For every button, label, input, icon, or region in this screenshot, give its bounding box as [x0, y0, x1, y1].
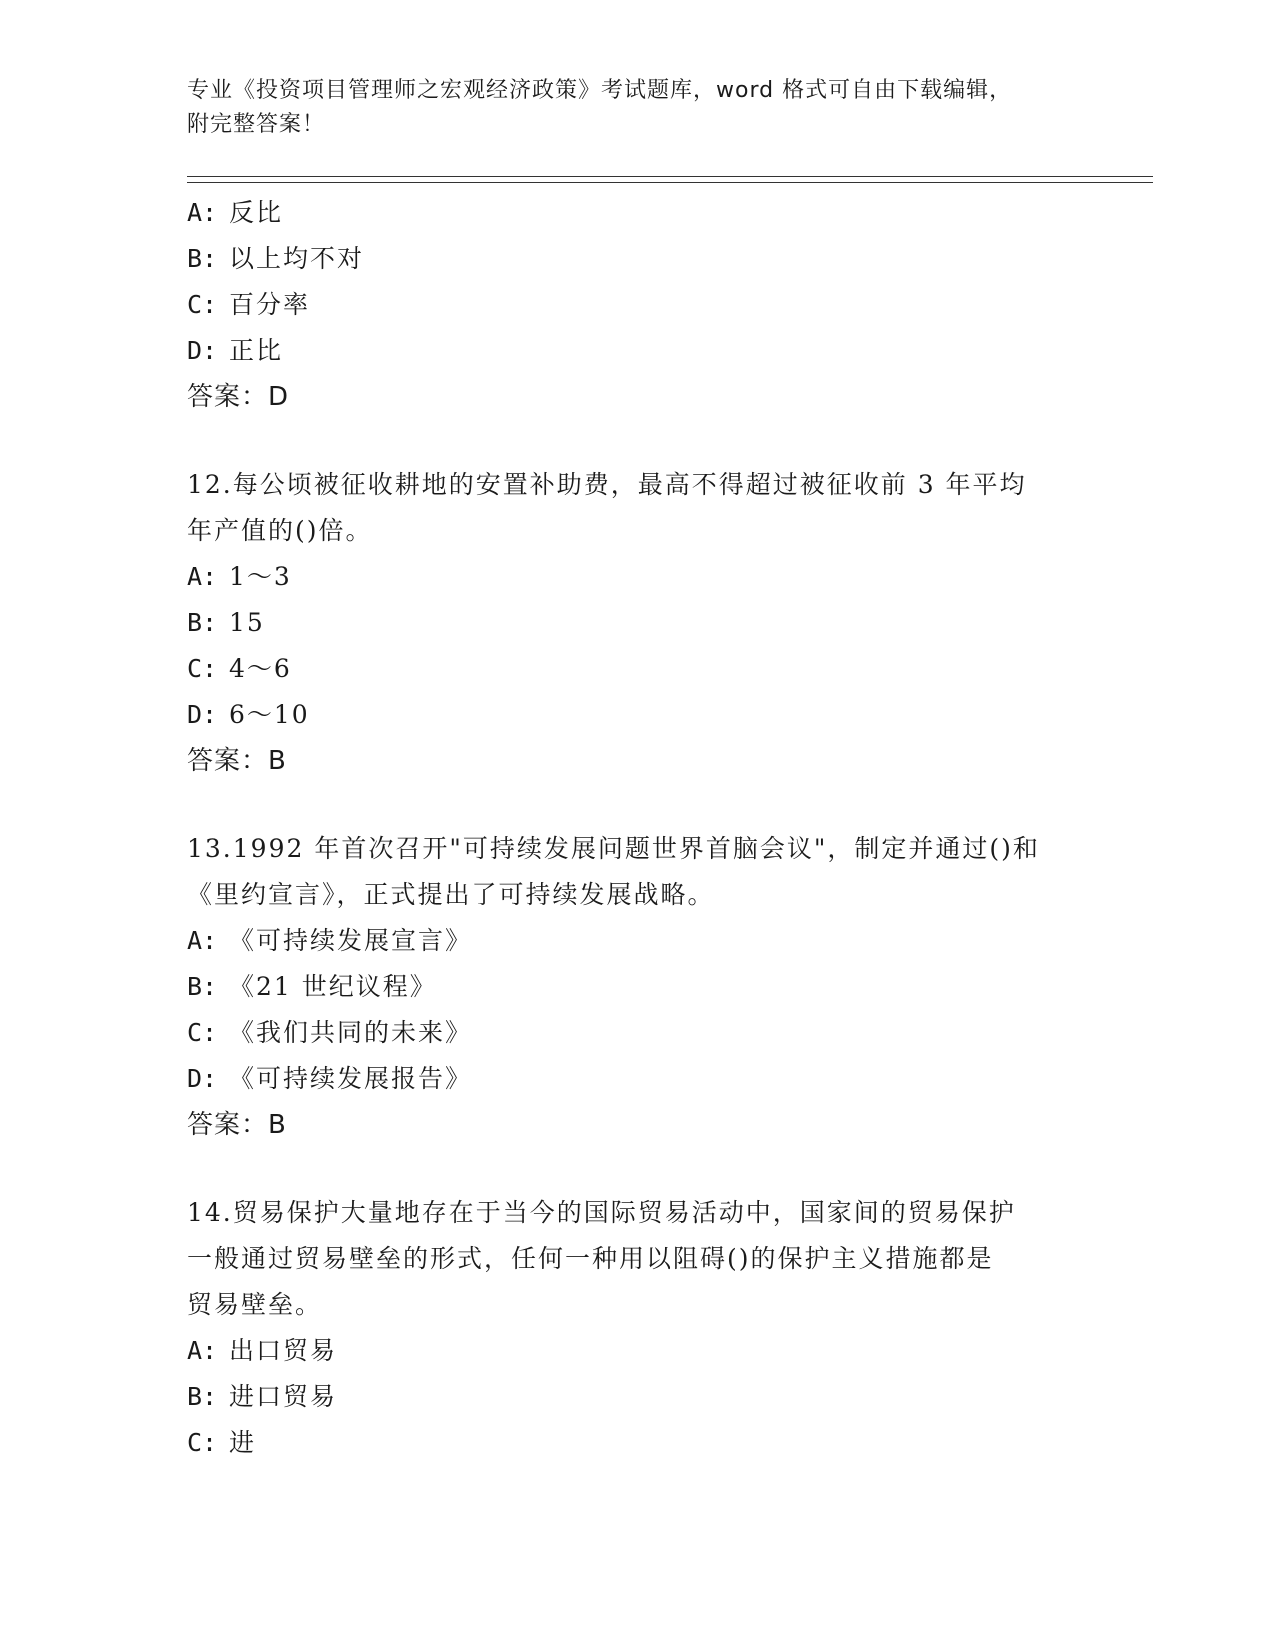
question-text-line: 年产值的()倍。: [187, 516, 373, 545]
document-header: [187, 74, 1087, 142]
option-a: [187, 918, 1087, 964]
option-text: 《21 世纪议程》: [229, 972, 437, 1001]
spacer: [187, 784, 1087, 826]
option-a: [187, 554, 1087, 600]
option-d: [187, 328, 1087, 374]
header-line-2: 附完整答案！: [187, 112, 326, 137]
option-text: 正比: [229, 336, 284, 365]
document-body: [187, 190, 1087, 1466]
option-c: [187, 1420, 1087, 1466]
option-text: 《可持续发展报告》: [229, 1064, 473, 1093]
option-label: A:: [187, 1336, 218, 1365]
question-12: [187, 462, 1087, 784]
option-label: A:: [187, 562, 218, 591]
option-c: [187, 1010, 1087, 1056]
answer-line: 答案：B: [187, 746, 287, 776]
option-text: 百分率: [229, 290, 311, 319]
option-b: [187, 1374, 1087, 1420]
option-label: B:: [187, 608, 218, 637]
question-13: [187, 826, 1087, 1148]
question-14: [187, 1190, 1087, 1466]
option-b: [187, 964, 1087, 1010]
option-c: [187, 282, 1087, 328]
question-text-line: 贸易壁垒。: [187, 1290, 323, 1319]
option-label: C:: [187, 1018, 218, 1047]
option-text: 《我们共同的未来》: [229, 1018, 473, 1047]
option-text: 出口贸易: [229, 1336, 338, 1365]
option-label: A:: [187, 926, 218, 955]
question-text-line: 12.每公顷被征收耕地的安置补助费，最高不得超过被征收前 3 年平均: [187, 470, 1027, 499]
option-label: C:: [187, 290, 218, 319]
spacer: [187, 420, 1087, 462]
option-label: B:: [187, 972, 218, 1001]
option-a: [187, 190, 1087, 236]
option-label: A:: [187, 198, 218, 227]
question-text-line: 13.1992 年首次召开"可持续发展问题世界首脑会议"，制定并通过()和: [187, 834, 1040, 863]
option-label: B:: [187, 1382, 218, 1411]
option-d: [187, 692, 1087, 738]
spacer: [187, 1148, 1087, 1190]
header-divider: [187, 176, 1153, 183]
option-label: D:: [187, 1064, 218, 1093]
question-text-line: 14.贸易保护大量地存在于当今的国际贸易活动中，国家间的贸易保护: [187, 1198, 1016, 1227]
header-line-1: 专业《投资项目管理师之宏观经济政策》考试题库，word 格式可自由下载编辑，: [187, 78, 1013, 103]
option-text: 6～10: [229, 700, 310, 729]
question-11: [187, 190, 1087, 420]
option-label: D:: [187, 336, 218, 365]
option-text: 1～3: [229, 562, 292, 591]
answer-line: 答案：D: [187, 382, 290, 412]
option-a: [187, 1328, 1087, 1374]
option-d: [187, 1056, 1087, 1102]
option-text: 反比: [229, 198, 284, 227]
option-label: B:: [187, 244, 218, 273]
option-text: 以上均不对: [229, 244, 365, 273]
option-label: C:: [187, 654, 218, 683]
option-label: C:: [187, 1428, 218, 1457]
option-text: 进口贸易: [229, 1382, 338, 1411]
option-text: 进: [229, 1428, 257, 1457]
option-label: D:: [187, 700, 218, 729]
option-c: [187, 646, 1087, 692]
option-b: [187, 600, 1087, 646]
question-text-line: 一般通过贸易壁垒的形式，任何一种用以阻碍()的保护主义措施都是: [187, 1244, 994, 1273]
option-text: 4～6: [229, 654, 292, 683]
answer-line: 答案：B: [187, 1110, 287, 1140]
option-text: 15: [229, 608, 265, 637]
option-text: 《可持续发展宣言》: [229, 926, 473, 955]
question-text-line: 《里约宣言》，正式提出了可持续发展战略。: [187, 880, 715, 909]
option-b: [187, 236, 1087, 282]
